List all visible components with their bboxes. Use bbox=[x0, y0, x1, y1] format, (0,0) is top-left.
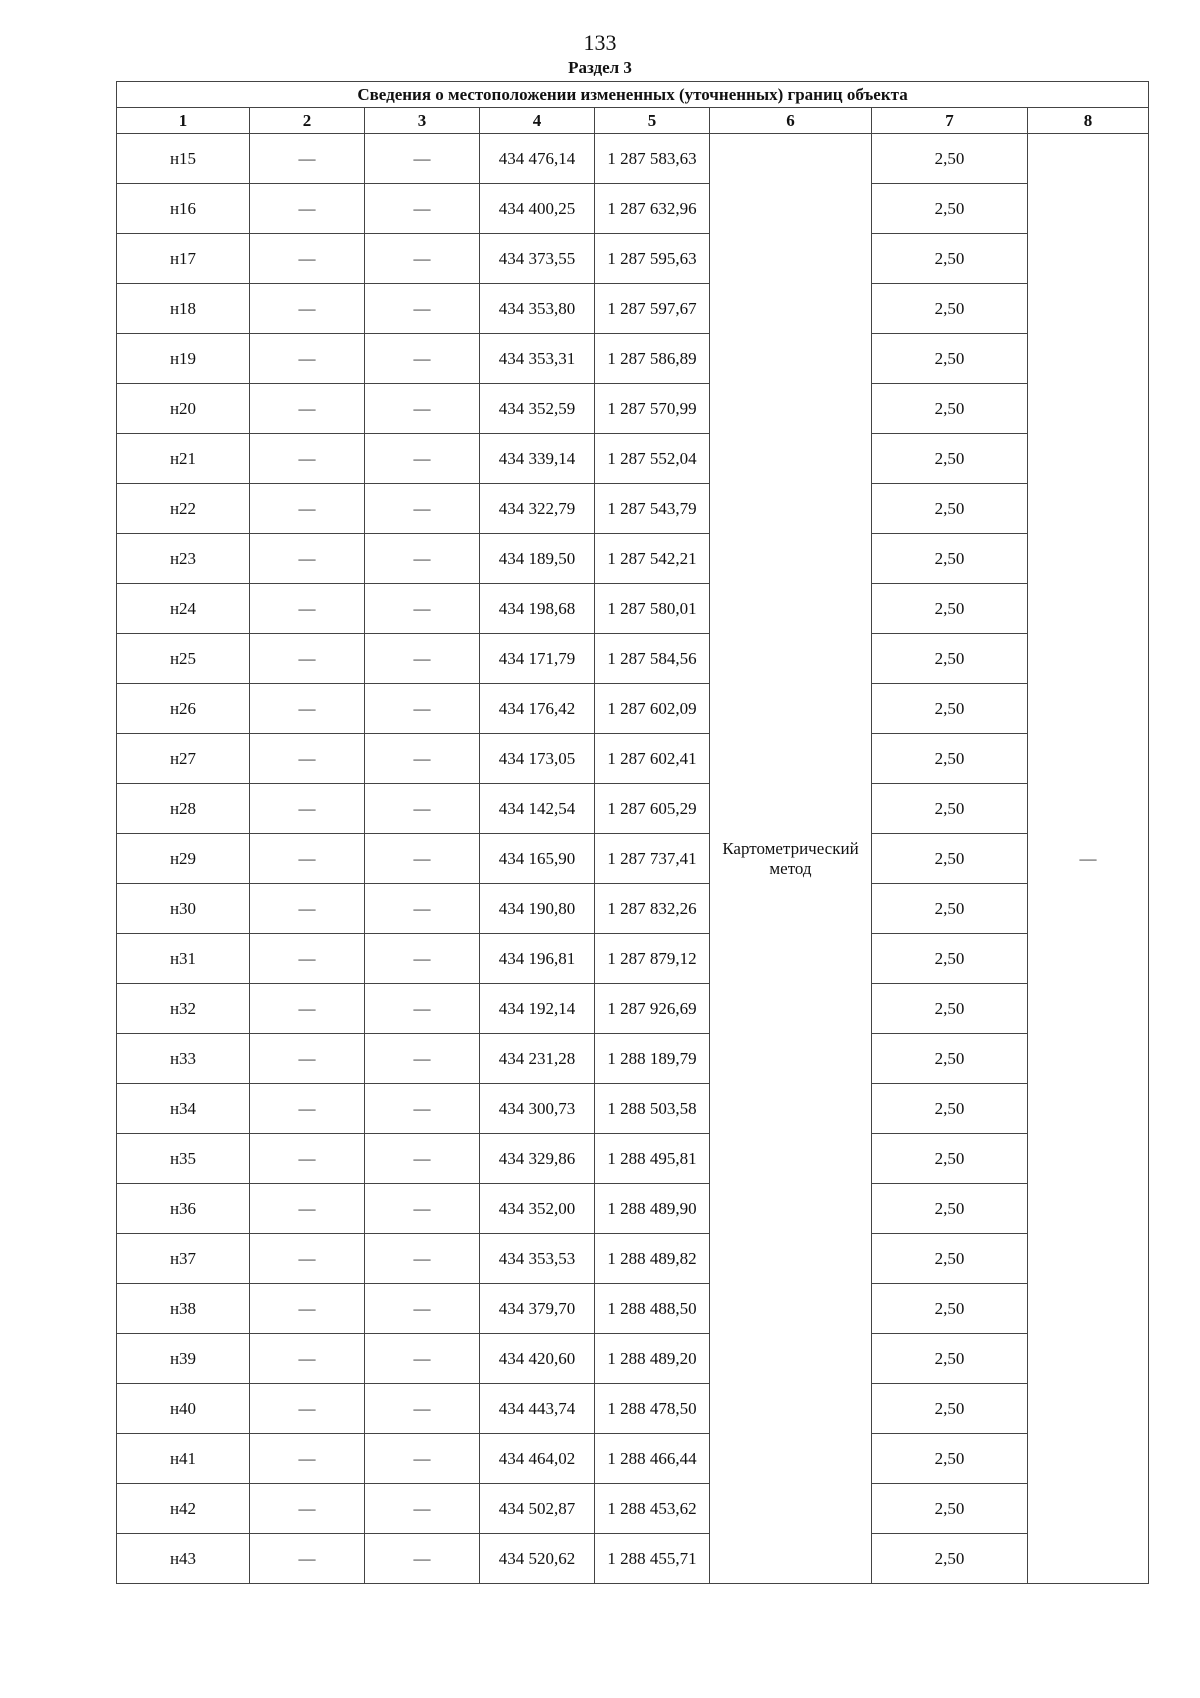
y-coordinate-cell: 1 287 832,26 bbox=[595, 884, 710, 934]
col3-cell: — bbox=[365, 734, 480, 784]
y-coordinate-cell: 1 287 543,79 bbox=[595, 484, 710, 534]
y-coordinate-cell: 1 288 489,82 bbox=[595, 1234, 710, 1284]
x-coordinate-cell: 434 173,05 bbox=[480, 734, 595, 784]
table-row bbox=[117, 984, 1149, 1034]
point-name-cell: н25 bbox=[117, 634, 250, 684]
table-row bbox=[117, 1534, 1149, 1584]
col3-cell: — bbox=[365, 684, 480, 734]
col3-cell: — bbox=[365, 1084, 480, 1134]
table-row bbox=[117, 434, 1149, 484]
x-coordinate-cell: 434 352,00 bbox=[480, 1184, 595, 1234]
boundary-coordinates-table bbox=[116, 81, 1149, 1584]
col2-cell: — bbox=[250, 634, 365, 684]
y-coordinate-cell: 1 288 466,44 bbox=[595, 1434, 710, 1484]
section-title: Раздел 3 bbox=[568, 58, 632, 77]
accuracy-cell: 2,50 bbox=[872, 1134, 1028, 1184]
x-coordinate-cell: 434 171,79 bbox=[480, 634, 595, 684]
col2-cell: — bbox=[250, 1134, 365, 1184]
col2-cell: — bbox=[250, 1484, 365, 1534]
col3-cell: — bbox=[365, 834, 480, 884]
column-number: 6 bbox=[710, 108, 872, 134]
accuracy-cell: 2,50 bbox=[872, 484, 1028, 534]
table-row bbox=[117, 534, 1149, 584]
table-row bbox=[117, 1184, 1149, 1234]
table-row bbox=[117, 1084, 1149, 1134]
y-coordinate-cell: 1 287 597,67 bbox=[595, 284, 710, 334]
x-coordinate-cell: 434 300,73 bbox=[480, 1084, 595, 1134]
table-row bbox=[117, 784, 1149, 834]
x-coordinate-cell: 434 353,80 bbox=[480, 284, 595, 334]
x-coordinate-cell: 434 176,42 bbox=[480, 684, 595, 734]
accuracy-cell: 2,50 bbox=[872, 1434, 1028, 1484]
table-row bbox=[117, 334, 1149, 384]
y-coordinate-cell: 1 287 879,12 bbox=[595, 934, 710, 984]
table-row bbox=[117, 1034, 1149, 1084]
col3-cell: — bbox=[365, 1484, 480, 1534]
x-coordinate-cell: 434 464,02 bbox=[480, 1434, 595, 1484]
table-row bbox=[117, 234, 1149, 284]
accuracy-cell: 2,50 bbox=[872, 384, 1028, 434]
accuracy-cell: 2,50 bbox=[872, 1484, 1028, 1534]
y-coordinate-cell: 1 287 552,04 bbox=[595, 434, 710, 484]
point-name-cell: н23 bbox=[117, 534, 250, 584]
col2-cell: — bbox=[250, 1034, 365, 1084]
col2-cell: — bbox=[250, 584, 365, 634]
table-row bbox=[117, 1434, 1149, 1484]
y-coordinate-cell: 1 287 926,69 bbox=[595, 984, 710, 1034]
col3-cell: — bbox=[365, 634, 480, 684]
point-name-cell: н27 bbox=[117, 734, 250, 784]
col3-cell: — bbox=[365, 284, 480, 334]
accuracy-cell: 2,50 bbox=[872, 1084, 1028, 1134]
table-row bbox=[117, 884, 1149, 934]
x-coordinate-cell: 434 322,79 bbox=[480, 484, 595, 534]
col2-cell: — bbox=[250, 884, 365, 934]
point-name-cell: н42 bbox=[117, 1484, 250, 1534]
point-name-cell: н26 bbox=[117, 684, 250, 734]
col2-cell: — bbox=[250, 1084, 365, 1134]
col3-cell: — bbox=[365, 1234, 480, 1284]
point-name-cell: н35 bbox=[117, 1134, 250, 1184]
point-name-cell: н21 bbox=[117, 434, 250, 484]
method-cell: Картометрический метод bbox=[710, 134, 872, 1584]
col2-cell: — bbox=[250, 1334, 365, 1384]
y-coordinate-cell: 1 287 542,21 bbox=[595, 534, 710, 584]
column-number: 2 bbox=[250, 108, 365, 134]
col3-cell: — bbox=[365, 1134, 480, 1184]
col3-cell: — bbox=[365, 234, 480, 284]
x-coordinate-cell: 434 352,59 bbox=[480, 384, 595, 434]
point-name-cell: н43 bbox=[117, 1534, 250, 1584]
table-body bbox=[117, 134, 1149, 1584]
x-coordinate-cell: 434 353,31 bbox=[480, 334, 595, 384]
accuracy-cell: 2,50 bbox=[872, 1234, 1028, 1284]
x-coordinate-cell: 434 476,14 bbox=[480, 134, 595, 184]
col2-cell: — bbox=[250, 234, 365, 284]
col2-cell: — bbox=[250, 1534, 365, 1584]
point-name-cell: н29 bbox=[117, 834, 250, 884]
col3-cell: — bbox=[365, 1334, 480, 1384]
accuracy-cell: 2,50 bbox=[872, 1534, 1028, 1584]
accuracy-cell: 2,50 bbox=[872, 1384, 1028, 1434]
col2-cell: — bbox=[250, 334, 365, 384]
y-coordinate-cell: 1 288 189,79 bbox=[595, 1034, 710, 1084]
x-coordinate-cell: 434 400,25 bbox=[480, 184, 595, 234]
col3-cell: — bbox=[365, 184, 480, 234]
col2-cell: — bbox=[250, 684, 365, 734]
col3-cell: — bbox=[365, 584, 480, 634]
x-coordinate-cell: 434 329,86 bbox=[480, 1134, 595, 1184]
table-row bbox=[117, 1284, 1149, 1334]
table-row bbox=[117, 284, 1149, 334]
col2-cell: — bbox=[250, 1184, 365, 1234]
col2-cell: — bbox=[250, 834, 365, 884]
column-number: 8 bbox=[1028, 108, 1149, 134]
accuracy-cell: 2,50 bbox=[872, 934, 1028, 984]
table-row bbox=[117, 734, 1149, 784]
x-coordinate-cell: 434 142,54 bbox=[480, 784, 595, 834]
col8-cell: — bbox=[1028, 134, 1149, 1584]
accuracy-cell: 2,50 bbox=[872, 1034, 1028, 1084]
col2-cell: — bbox=[250, 384, 365, 434]
table-row bbox=[117, 1334, 1149, 1384]
y-coordinate-cell: 1 287 602,41 bbox=[595, 734, 710, 784]
x-coordinate-cell: 434 165,90 bbox=[480, 834, 595, 884]
col3-cell: — bbox=[365, 1384, 480, 1434]
accuracy-cell: 2,50 bbox=[872, 734, 1028, 784]
col2-cell: — bbox=[250, 734, 365, 784]
col2-cell: — bbox=[250, 1234, 365, 1284]
x-coordinate-cell: 434 353,53 bbox=[480, 1234, 595, 1284]
accuracy-cell: 2,50 bbox=[872, 1284, 1028, 1334]
x-coordinate-cell: 434 379,70 bbox=[480, 1284, 595, 1334]
col3-cell: — bbox=[365, 384, 480, 434]
col3-cell: — bbox=[365, 134, 480, 184]
table-row bbox=[117, 684, 1149, 734]
point-name-cell: н37 bbox=[117, 1234, 250, 1284]
accuracy-cell: 2,50 bbox=[872, 534, 1028, 584]
y-coordinate-cell: 1 288 495,81 bbox=[595, 1134, 710, 1184]
point-name-cell: н24 bbox=[117, 584, 250, 634]
col3-cell: — bbox=[365, 1434, 480, 1484]
y-coordinate-cell: 1 288 488,50 bbox=[595, 1284, 710, 1334]
x-coordinate-cell: 434 339,14 bbox=[480, 434, 595, 484]
col2-cell: — bbox=[250, 284, 365, 334]
point-name-cell: н38 bbox=[117, 1284, 250, 1334]
table-row bbox=[117, 1384, 1149, 1434]
point-name-cell: н18 bbox=[117, 284, 250, 334]
column-number: 7 bbox=[872, 108, 1028, 134]
point-name-cell: н31 bbox=[117, 934, 250, 984]
accuracy-cell: 2,50 bbox=[872, 334, 1028, 384]
table-row bbox=[117, 134, 1149, 184]
accuracy-cell: 2,50 bbox=[872, 684, 1028, 734]
point-name-cell: н34 bbox=[117, 1084, 250, 1134]
table-row bbox=[117, 384, 1149, 434]
column-number: 1 bbox=[117, 108, 250, 134]
accuracy-cell: 2,50 bbox=[872, 634, 1028, 684]
point-name-cell: н28 bbox=[117, 784, 250, 834]
col2-cell: — bbox=[250, 1284, 365, 1334]
y-coordinate-cell: 1 287 595,63 bbox=[595, 234, 710, 284]
y-coordinate-cell: 1 287 737,41 bbox=[595, 834, 710, 884]
x-coordinate-cell: 434 520,62 bbox=[480, 1534, 595, 1584]
y-coordinate-cell: 1 288 478,50 bbox=[595, 1384, 710, 1434]
accuracy-cell: 2,50 bbox=[872, 834, 1028, 884]
col3-cell: — bbox=[365, 434, 480, 484]
accuracy-cell: 2,50 bbox=[872, 1184, 1028, 1234]
col3-cell: — bbox=[365, 484, 480, 534]
y-coordinate-cell: 1 287 605,29 bbox=[595, 784, 710, 834]
y-coordinate-cell: 1 288 453,62 bbox=[595, 1484, 710, 1534]
point-name-cell: н36 bbox=[117, 1184, 250, 1234]
col2-cell: — bbox=[250, 1434, 365, 1484]
x-coordinate-cell: 434 502,87 bbox=[480, 1484, 595, 1534]
table-row bbox=[117, 584, 1149, 634]
col2-cell: — bbox=[250, 784, 365, 834]
x-coordinate-cell: 434 198,68 bbox=[480, 584, 595, 634]
column-number: 3 bbox=[365, 108, 480, 134]
table-row bbox=[117, 484, 1149, 534]
accuracy-cell: 2,50 bbox=[872, 284, 1028, 334]
col2-cell: — bbox=[250, 184, 365, 234]
y-coordinate-cell: 1 287 570,99 bbox=[595, 384, 710, 434]
table-row bbox=[117, 634, 1149, 684]
accuracy-cell: 2,50 bbox=[872, 884, 1028, 934]
accuracy-cell: 2,50 bbox=[872, 184, 1028, 234]
col2-cell: — bbox=[250, 434, 365, 484]
x-coordinate-cell: 434 373,55 bbox=[480, 234, 595, 284]
col2-cell: — bbox=[250, 134, 365, 184]
point-name-cell: н41 bbox=[117, 1434, 250, 1484]
table-row bbox=[117, 1134, 1149, 1184]
point-name-cell: н15 bbox=[117, 134, 250, 184]
table-row bbox=[117, 184, 1149, 234]
col3-cell: — bbox=[365, 1184, 480, 1234]
point-name-cell: н22 bbox=[117, 484, 250, 534]
table-row bbox=[117, 1234, 1149, 1284]
col3-cell: — bbox=[365, 784, 480, 834]
col3-cell: — bbox=[365, 984, 480, 1034]
y-coordinate-cell: 1 287 632,96 bbox=[595, 184, 710, 234]
table-row bbox=[117, 1484, 1149, 1534]
y-coordinate-cell: 1 288 489,20 bbox=[595, 1334, 710, 1384]
point-name-cell: н16 bbox=[117, 184, 250, 234]
y-coordinate-cell: 1 287 583,63 bbox=[595, 134, 710, 184]
col2-cell: — bbox=[250, 984, 365, 1034]
x-coordinate-cell: 434 190,80 bbox=[480, 884, 595, 934]
y-coordinate-cell: 1 288 455,71 bbox=[595, 1534, 710, 1584]
table-row bbox=[117, 934, 1149, 984]
x-coordinate-cell: 434 189,50 bbox=[480, 534, 595, 584]
y-coordinate-cell: 1 287 580,01 bbox=[595, 584, 710, 634]
accuracy-cell: 2,50 bbox=[872, 984, 1028, 1034]
x-coordinate-cell: 434 420,60 bbox=[480, 1334, 595, 1384]
col3-cell: — bbox=[365, 334, 480, 384]
accuracy-cell: 2,50 bbox=[872, 784, 1028, 834]
col2-cell: — bbox=[250, 484, 365, 534]
page-number: 133 bbox=[583, 30, 617, 55]
col3-cell: — bbox=[365, 534, 480, 584]
y-coordinate-cell: 1 287 602,09 bbox=[595, 684, 710, 734]
point-name-cell: н19 bbox=[117, 334, 250, 384]
y-coordinate-cell: 1 288 503,58 bbox=[595, 1084, 710, 1134]
accuracy-cell: 2,50 bbox=[872, 1334, 1028, 1384]
x-coordinate-cell: 434 231,28 bbox=[480, 1034, 595, 1084]
point-name-cell: н20 bbox=[117, 384, 250, 434]
col3-cell: — bbox=[365, 884, 480, 934]
x-coordinate-cell: 434 196,81 bbox=[480, 934, 595, 984]
accuracy-cell: 2,50 bbox=[872, 584, 1028, 634]
point-name-cell: н30 bbox=[117, 884, 250, 934]
accuracy-cell: 2,50 bbox=[872, 434, 1028, 484]
col3-cell: — bbox=[365, 1284, 480, 1334]
accuracy-cell: 2,50 bbox=[872, 134, 1028, 184]
column-number-row bbox=[117, 108, 1149, 134]
point-name-cell: н32 bbox=[117, 984, 250, 1034]
col2-cell: — bbox=[250, 1384, 365, 1434]
table-title: Сведения о местоположении измененных (уточненных) границ объекта bbox=[117, 82, 1149, 108]
x-coordinate-cell: 434 192,14 bbox=[480, 984, 595, 1034]
x-coordinate-cell: 434 443,74 bbox=[480, 1384, 595, 1434]
y-coordinate-cell: 1 287 586,89 bbox=[595, 334, 710, 384]
accuracy-cell: 2,50 bbox=[872, 234, 1028, 284]
col3-cell: — bbox=[365, 1534, 480, 1584]
y-coordinate-cell: 1 287 584,56 bbox=[595, 634, 710, 684]
point-name-cell: н33 bbox=[117, 1034, 250, 1084]
point-name-cell: н17 bbox=[117, 234, 250, 284]
y-coordinate-cell: 1 288 489,90 bbox=[595, 1184, 710, 1234]
col3-cell: — bbox=[365, 934, 480, 984]
point-name-cell: н39 bbox=[117, 1334, 250, 1384]
col2-cell: — bbox=[250, 534, 365, 584]
table-row bbox=[117, 834, 1149, 884]
column-number: 5 bbox=[595, 108, 710, 134]
col2-cell: — bbox=[250, 934, 365, 984]
col3-cell: — bbox=[365, 1034, 480, 1084]
column-number: 4 bbox=[480, 108, 595, 134]
point-name-cell: н40 bbox=[117, 1384, 250, 1434]
